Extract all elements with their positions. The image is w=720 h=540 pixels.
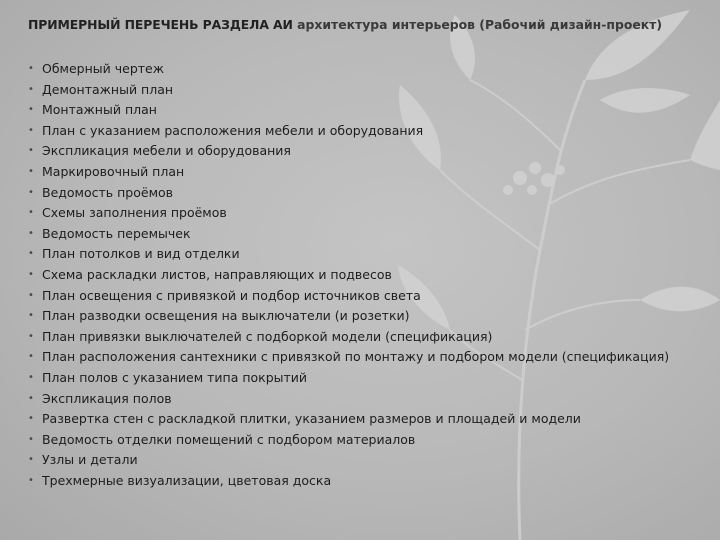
list-item — [28, 265, 708, 286]
list-item — [28, 327, 708, 348]
list-item — [28, 430, 708, 451]
bullet-icon: • — [28, 186, 34, 198]
list-item-text: Трехмерные визуализации, цветовая доска — [42, 472, 332, 488]
list-item-text: Развертка стен с раскладкой плитки, указанием размеров и площадей и модели — [42, 411, 581, 427]
list-item — [28, 306, 708, 327]
slide-title — [28, 17, 698, 32]
list-item — [28, 100, 708, 121]
list-item-text: Схема раскладки листов, направляющих и подвесов — [42, 266, 392, 282]
list-item — [28, 183, 708, 204]
bullet-icon: • — [28, 330, 34, 342]
list-item-text: Монтажный план — [42, 102, 157, 118]
list-item-text: План разводки освещения на выключатели (и розетки) — [42, 308, 410, 324]
list-item-text: Ведомость перемычек — [42, 225, 191, 241]
bullet-icon: • — [28, 454, 34, 466]
list-item — [28, 203, 708, 224]
bullet-icon: • — [28, 474, 34, 486]
list-item-text: План потолков и вид отделки — [42, 246, 240, 262]
list-item — [28, 347, 708, 368]
list-item — [28, 286, 708, 307]
title-subtitle: архитектура интерьеров (Рабочий дизайн-проект) — [292, 17, 662, 32]
bullet-icon: • — [28, 145, 34, 157]
list-item-text: Обмерный чертеж — [42, 61, 164, 76]
list-item — [28, 224, 708, 245]
bullet-icon: • — [28, 63, 34, 74]
list-item — [28, 471, 708, 492]
bullet-icon: • — [28, 124, 34, 136]
bullet-icon: • — [28, 207, 34, 219]
list-item-text: План освещения с привязкой и подбор источников света — [42, 287, 421, 303]
bullet-icon: • — [28, 83, 34, 95]
bullet-icon: • — [28, 104, 34, 116]
list-item-text: Экспликация полов — [42, 390, 172, 406]
bullet-icon: • — [28, 413, 34, 425]
title-bold: ПРИМЕРНЫЙ ПЕРЕЧЕНЬ РАЗДЕЛА АИ — [28, 17, 293, 32]
list-item — [28, 450, 708, 471]
list-item — [28, 368, 708, 389]
list-item — [28, 409, 708, 430]
list-item — [28, 244, 708, 265]
list-item-text: План полов с указанием типа покрытий — [42, 369, 308, 385]
bullet-icon: • — [28, 371, 34, 383]
bullet-icon: • — [28, 351, 34, 363]
bullet-icon: • — [28, 248, 34, 260]
list-item-text: План привязки выключателей с подборкой модели (спецификация) — [42, 328, 493, 344]
list-item — [28, 141, 708, 162]
list-item-text: План расположения сантехники с привязкой по монтажу и подбором модели (спецификация) — [42, 349, 670, 365]
bullet-icon: • — [28, 392, 34, 404]
list-item-text: План с указанием расположения мебели и оборудования — [42, 122, 424, 138]
bullet-icon: • — [28, 289, 34, 301]
bullet-icon: • — [28, 433, 34, 445]
list-item — [28, 80, 708, 101]
bullet-icon: • — [28, 268, 34, 280]
list-item — [28, 389, 708, 410]
list-item — [28, 59, 708, 80]
list-item-text: Демонтажный план — [42, 81, 174, 97]
list-item-text: Маркировочный план — [42, 163, 185, 179]
list-item-text: Ведомость проёмов — [42, 184, 174, 200]
list-item — [28, 162, 708, 183]
list-item-text: Экспликация мебели и оборудования — [42, 143, 291, 159]
drawing-list — [28, 59, 708, 491]
list-item-text: Узлы и детали — [42, 452, 138, 468]
list-item-text: Схемы заполнения проёмов — [42, 205, 227, 221]
bullet-icon: • — [28, 165, 34, 177]
bullet-icon: • — [28, 310, 34, 322]
list-item — [28, 121, 708, 142]
bullet-icon: • — [28, 227, 34, 239]
list-item-text: Ведомость отделки помещений с подбором материалов — [42, 431, 416, 447]
